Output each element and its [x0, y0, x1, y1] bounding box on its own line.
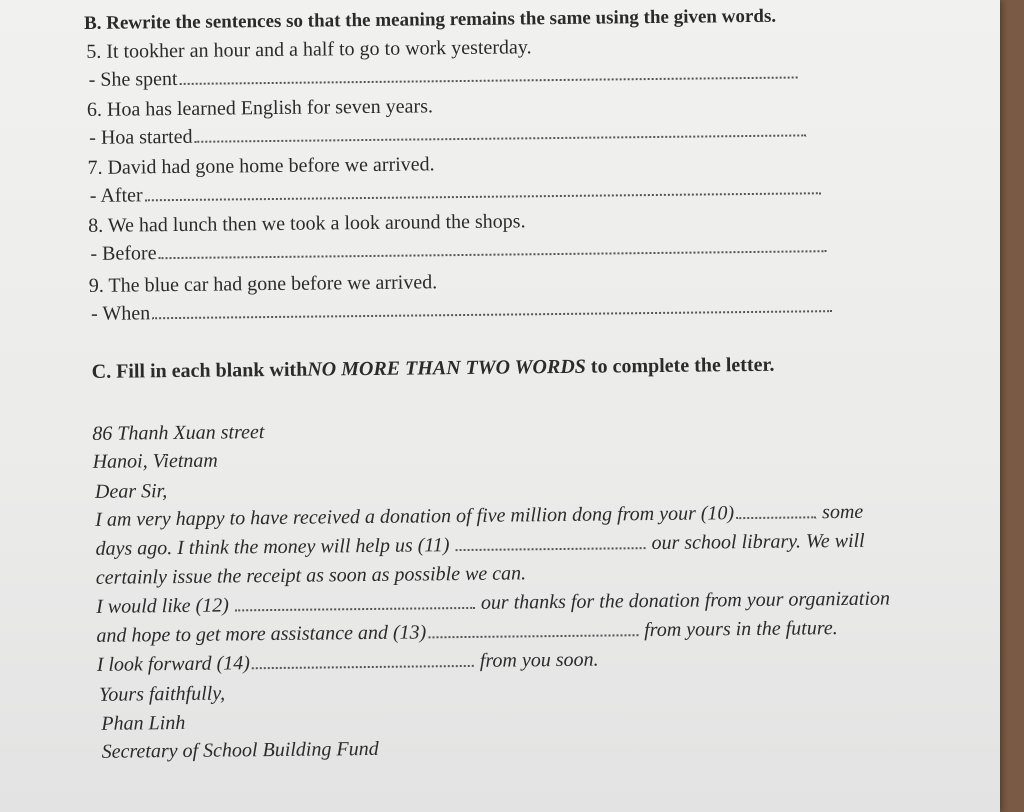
letter-line-4-text: I would like (12) [96, 594, 230, 618]
answer-prompt-5: - She spent [88, 67, 178, 91]
answer-prompt-8: - Before [90, 242, 157, 265]
answer-blank-7[interactable] [145, 190, 821, 201]
letter-line-5-text: and hope to get more assistance and (13) [96, 621, 427, 647]
section-c-heading-end: to complete the letter. [585, 353, 775, 378]
letter-line-2 [95, 529, 864, 561]
blank-10[interactable] [736, 514, 816, 519]
letter-line-6-end: from you soon. [479, 648, 599, 672]
answer-line-9 [91, 294, 832, 326]
letter-signer-title: Secretary of School Building Fund [101, 737, 379, 763]
question-5: 5. It tookher an hour and a half to go to work yesterday. [86, 36, 532, 63]
blank-14[interactable] [252, 663, 474, 669]
letter-line-2-end: our school library. We will [651, 529, 865, 555]
letter-salutation: Dear Sir, [94, 480, 168, 503]
letter-line-5 [96, 616, 837, 648]
question-9: 9. The blue car had gone before we arrived. [88, 271, 438, 297]
letter-closing: Yours faithfully, [98, 682, 226, 706]
blank-12[interactable] [235, 605, 475, 612]
section-c-heading-emphasis: NO MORE THAN TWO WORDS [307, 355, 586, 381]
section-c-heading-start: C. Fill in each blank with [91, 358, 308, 383]
question-8: 8. We had lunch then we took a look around the shops. [88, 210, 526, 237]
letter-line-2-text: days ago. I think the money will help us (11) [95, 534, 450, 560]
answer-line-6 [89, 118, 807, 150]
letter-address-2: Hanoi, Vietnam [92, 449, 218, 473]
answer-line-5 [89, 60, 798, 91]
question-7: 7. David had gone home before we arrived. [87, 153, 435, 179]
letter-address-1: 86 Thanh Xuan street [92, 421, 265, 445]
letter-line-1-text: I am very happy to have received a donation of five million dong from your (10) [95, 502, 735, 531]
letter-line-1-end: some [822, 500, 864, 524]
answer-prompt-7: - After [89, 184, 143, 207]
answer-line-8 [90, 234, 826, 266]
letter-signer: Phan Linh [101, 711, 186, 735]
letter-line-3: certainly issue the receipt as soon as possible we can. [95, 562, 527, 589]
section-c-heading [92, 353, 775, 384]
letter-line-6 [97, 648, 599, 677]
letter-line-6-text: I look forward (14) [96, 652, 251, 676]
answer-blank-6[interactable] [195, 132, 807, 142]
letter-line-1 [95, 500, 863, 532]
answer-blank-9[interactable] [152, 308, 832, 319]
answer-blank-8[interactable] [159, 248, 827, 259]
answer-prompt-6: - Hoa started [89, 125, 193, 149]
answer-line-7 [90, 176, 821, 208]
answer-prompt-9: - When [90, 302, 151, 325]
blank-13[interactable] [428, 632, 638, 638]
section-b-heading: B. Rewrite the sentences so that the meaning remains the same using the given words. [83, 5, 777, 34]
letter-line-4-end: our thanks for the donation from your organization [480, 587, 891, 614]
answer-blank-5[interactable] [180, 74, 798, 84]
question-6: 6. Hoa has learned English for seven years. [86, 95, 434, 121]
blank-11[interactable] [456, 545, 646, 551]
letter-line-5-end: from yours in the future. [644, 617, 838, 642]
letter-line-4 [96, 587, 890, 619]
